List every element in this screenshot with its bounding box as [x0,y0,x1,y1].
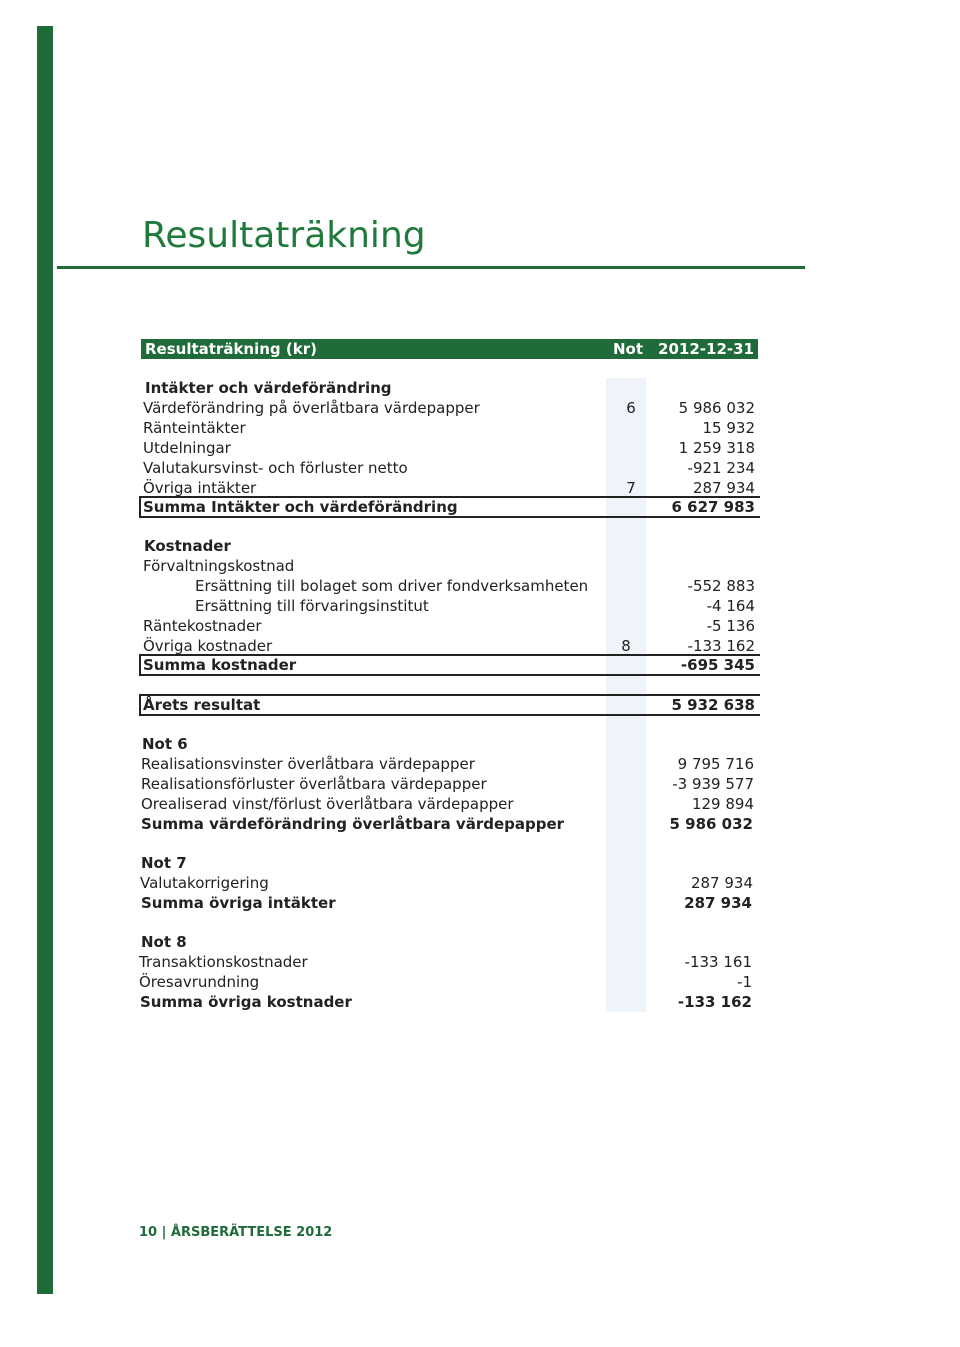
result-label: Årets resultat [143,696,261,714]
table-row [143,478,755,498]
note-sum-row [140,992,752,1012]
result-value: 5 932 638 [671,696,755,714]
income-heading-label: Intäkter och värdeförändring [145,379,392,397]
note-heading-label: Not 8 [141,933,187,951]
note-row-label: Transaktionskostnader [139,953,308,971]
note-row [141,754,754,774]
row-label: Räntekostnader [143,617,262,635]
table-row [143,576,755,596]
note-sum-row [141,814,753,834]
row-label: Värdeförändring på överlåtbara värdepapper [143,399,480,417]
income-heading [145,378,755,398]
note-heading-label: Not 7 [141,854,187,872]
note-row-value: 9 795 716 [677,755,754,773]
row-label: Övriga kostnader [143,637,273,655]
income-sum-value: 6 627 983 [671,498,755,516]
note-row [140,873,753,893]
page-footer: 10 | ÅRSBERÄTTELSE 2012 [139,1225,333,1240]
table-header-label: Resultaträkning (kr) [145,340,317,358]
row-value: 15 932 [702,419,755,437]
table-row [143,418,755,438]
row-value: -552 883 [687,577,755,595]
note-row [141,774,754,794]
note-sum-label: Summa övriga kostnader [140,993,352,1011]
note-row-label: Valutakorrigering [140,874,269,892]
note-heading-label: Not 6 [142,735,188,753]
cost-heading-label: Kostnader [144,537,231,555]
table-row [143,596,755,616]
note-sum-label: Summa övriga intäkter [141,894,336,912]
table-row [143,438,755,458]
row-label: Övriga intäkter [143,479,257,497]
row-label: Förvaltningskostnad [143,557,295,575]
row-label: Ersättning till bolaget som driver fondverksamheten [195,577,589,595]
income-sum-row [143,497,755,517]
left-accent-bar [37,26,53,1294]
row-label: Ränteintäkter [143,419,246,437]
note-row-value: -133 161 [684,953,752,971]
cost-sum-row [143,655,755,675]
note-sum-row [141,893,752,913]
cost-heading [144,536,754,556]
page-title: Resultaträkning [142,215,426,256]
note-sum-value: 5 986 032 [669,815,753,833]
row-label: Utdelningar [143,439,231,457]
note-row [139,972,752,992]
cost-sum-value: -695 345 [680,656,755,674]
note-row-value: -3 939 577 [672,775,754,793]
row-value: 5 986 032 [678,399,755,417]
note-row-value: 287 934 [690,874,753,892]
table-row [143,616,755,636]
row-value: 1 259 318 [678,439,755,457]
income-sum-label: Summa Intäkter och värdeförändring [143,498,458,516]
row-value: -5 136 [706,617,755,635]
note-row-value: 129 894 [691,795,754,813]
note-row-label: Orealiserad vinst/förlust överlåtbara värdepapper [141,795,514,813]
note-sum-label: Summa värdeförändring överlåtbara värdepapper [141,815,565,833]
table-header-not: Not [613,340,644,358]
row-note-ref: 8 [621,637,631,655]
result-row [143,695,755,715]
note-row [141,794,754,814]
table-row [143,636,755,656]
note-heading [142,734,754,754]
note-sum-value: 287 934 [684,894,752,912]
table-header-date: 2012-12-31 [658,340,754,358]
note-heading [141,853,753,873]
row-value: -921 234 [687,459,755,477]
table-row [143,556,755,576]
note-heading [141,932,753,952]
table-row [143,458,755,478]
row-value: -4 164 [706,597,755,615]
note-row-label: Realisationsförluster överlåtbara värdepapper [141,775,487,793]
table-header [141,339,758,359]
table-row [143,398,755,418]
cost-sum-label: Summa kostnader [143,656,297,674]
note-sum-value: -133 162 [677,993,752,1011]
note-row-label: Realisationsvinster överlåtbara värdepapper [141,755,475,773]
note-row [139,952,752,972]
row-label: Valutakursvinst- och förluster netto [143,459,408,477]
row-label: Ersättning till förvaringsinstitut [195,597,429,615]
row-note-ref: 6 [626,399,636,417]
note-row-label: Öresavrundning [139,973,260,991]
note-row-value: -1 [737,973,752,991]
row-value: 287 934 [692,479,755,497]
row-note-ref: 7 [626,479,636,497]
title-divider [57,266,805,269]
row-value: -133 162 [687,637,755,655]
